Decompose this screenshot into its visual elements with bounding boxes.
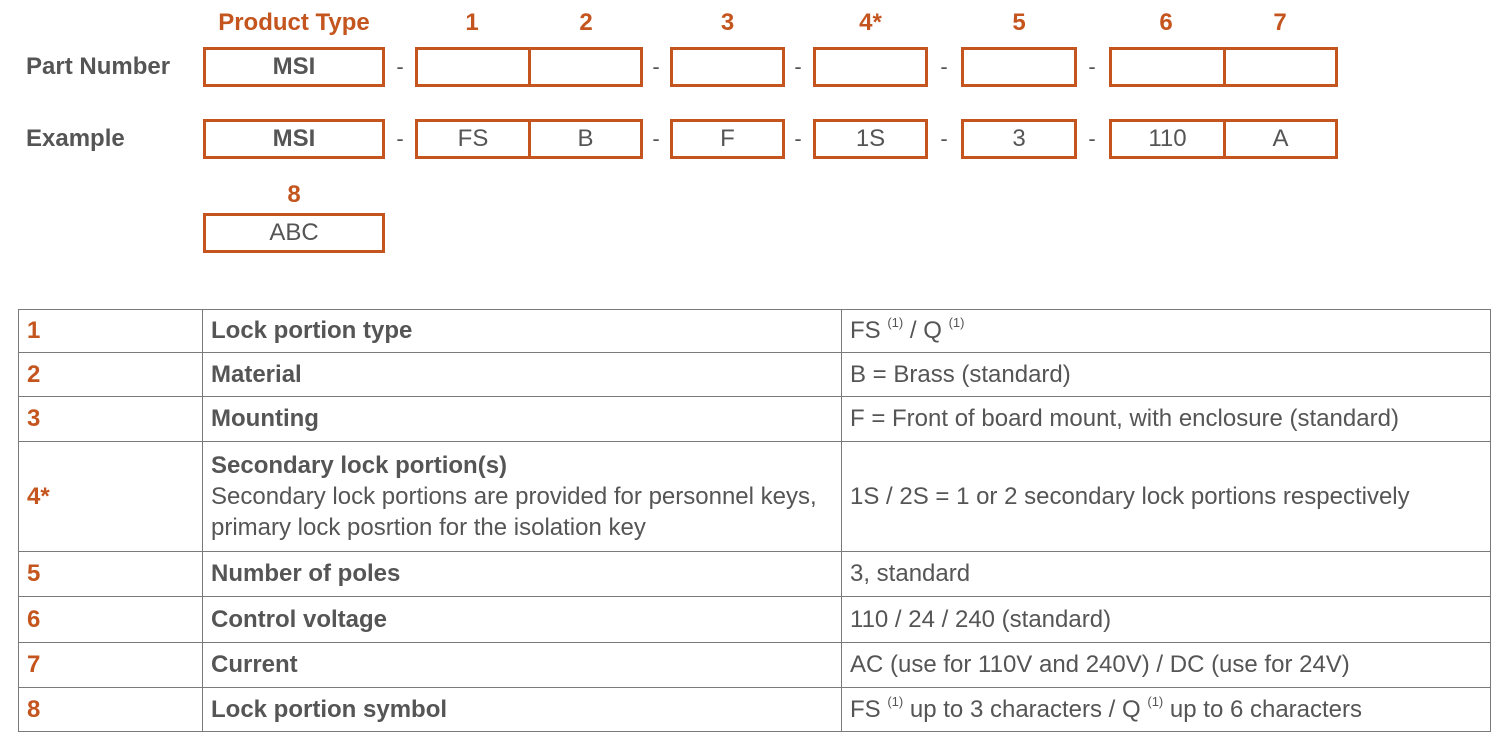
row-value: FS $^{(1)}$ / Q $^{(1)}$ (842, 310, 1491, 353)
separator-dash: - (396, 126, 404, 151)
table-row (19, 643, 1491, 688)
row-name: Mounting (203, 397, 842, 442)
table-row (19, 442, 1491, 552)
row-value: 110 / 24 / 240 (standard) (842, 597, 1491, 643)
row-label-example: Example (26, 125, 125, 152)
part-number-product-box: MSI (203, 47, 385, 87)
part-number-box-4 (813, 47, 928, 87)
row-name: Lock portion symbol (203, 688, 842, 732)
header-position-4: 4* (859, 9, 882, 36)
row-name: Material (203, 353, 842, 397)
header-position-5: 5 (1012, 9, 1026, 36)
row-value: 3, standard (842, 552, 1491, 597)
row-name: Number of poles (203, 552, 842, 597)
example-box-8: ABC (203, 213, 385, 253)
row-name: Current (203, 643, 842, 688)
separator-dash: - (396, 54, 404, 79)
row-description: Secondary lock portions are provided for personnel keys, primary lock posrtion for the isolation key (211, 483, 817, 541)
header-position-1: 1 (465, 9, 479, 36)
example-box-1: FS (415, 119, 531, 159)
row-name (203, 442, 842, 552)
example-box-5: 3 (961, 119, 1077, 159)
row-value: 1S / 2S = 1 or 2 secondary lock portions respectively (842, 442, 1491, 552)
table-row (19, 688, 1491, 732)
separator-dash: - (940, 126, 948, 151)
table-row (19, 397, 1491, 442)
header-position-7: 7 (1273, 9, 1287, 36)
row-name: Control voltage (203, 597, 842, 643)
separator-dash: - (794, 126, 802, 151)
row-name: Lock portion type (203, 310, 842, 353)
separator-dash: - (794, 54, 802, 79)
part-number-box-6 (1109, 47, 1226, 87)
header-position-2: 2 (579, 9, 593, 36)
part-number-box-2 (528, 47, 643, 87)
row-number: 2 (19, 353, 203, 397)
footnote-marker: (1) (1147, 693, 1164, 709)
table-row (19, 353, 1491, 397)
example-box-7: A (1223, 119, 1338, 159)
header-position-3: 3 (720, 9, 735, 36)
header-position-8: 8 (287, 181, 301, 208)
header-position-6: 6 (1159, 9, 1173, 36)
separator-dash: - (652, 126, 660, 151)
separator-dash: - (1088, 54, 1096, 79)
row-number: 1 (19, 310, 203, 353)
footnote-marker: (1) (887, 315, 904, 330)
example-product-box: MSI (203, 119, 385, 159)
row-number: 7 (19, 643, 203, 688)
row-value: AC (use for 110V and 240V) / DC (use for 24V) (842, 643, 1491, 688)
example-box-6: 110 (1109, 119, 1226, 159)
example-box-2: B (528, 119, 643, 159)
row-value: FS $^{(1)}$ up to 3 characters / Q $^{(1)}$ up to 6 characters (842, 688, 1491, 732)
separator-dash: - (652, 54, 660, 79)
table-row (19, 597, 1491, 643)
row-number: 5 (19, 552, 203, 597)
table-row (19, 310, 1491, 353)
row-number: 4* (19, 442, 203, 552)
header-product-type: Product Type (218, 9, 370, 36)
separator-dash: - (940, 54, 948, 79)
row-value: F = Front of board mount, with enclosure (standard) (842, 397, 1491, 442)
footnote-marker: (1) (948, 315, 965, 330)
spec-table (18, 309, 1491, 732)
row-number: 6 (19, 597, 203, 643)
row-number: 3 (19, 397, 203, 442)
part-number-box-7 (1223, 47, 1338, 87)
example-box-4: 1S (813, 119, 928, 159)
table-row (19, 552, 1491, 597)
row-label-part-number: Part Number (26, 53, 171, 80)
row-value: B = Brass (standard) (842, 353, 1491, 397)
example-box-3: F (670, 119, 785, 159)
part-number-box-3 (670, 47, 785, 87)
row-name-title: Secondary lock portion(s) (211, 452, 508, 479)
part-number-box-1 (415, 47, 531, 87)
part-number-box-5 (961, 47, 1077, 87)
separator-dash: - (1088, 126, 1096, 151)
footnote-marker: (1) (887, 693, 904, 709)
row-number: 8 (19, 688, 203, 732)
